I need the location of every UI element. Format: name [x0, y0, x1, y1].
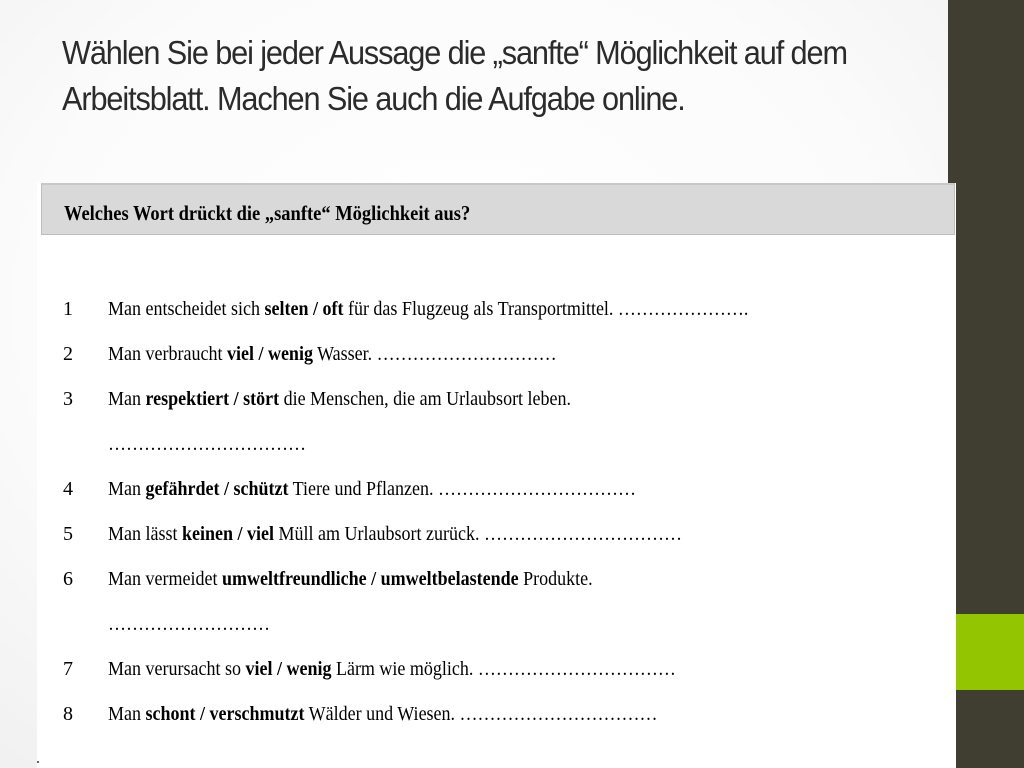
sentence-end: Wälder und Wiesen. ……………………………	[304, 703, 658, 725]
sentence-end: für das Flugzeug als Transportmittel. ………………….	[343, 298, 749, 320]
item-number: 6	[63, 568, 73, 590]
exercise-item-4	[37, 478, 956, 508]
exercise-item-6-continuation	[37, 613, 956, 643]
item-sentence	[108, 298, 748, 321]
item-sentence	[108, 703, 658, 726]
item-sentence	[108, 343, 557, 366]
exercise-item-6	[37, 568, 956, 598]
choice-words: gefährdet / schützt	[145, 478, 289, 500]
exercise-item-2	[37, 343, 956, 373]
item-sentence	[108, 568, 593, 591]
sentence-start: Man	[108, 388, 146, 410]
choice-words: schont / verschmutzt	[145, 703, 305, 725]
choice-words: viel / wenig	[226, 343, 313, 365]
sentence-start: Man	[108, 478, 146, 500]
sentence-end: die Menschen, die am Urlaubsort leben.	[279, 388, 572, 410]
answer-blank: ………………………	[108, 613, 270, 635]
choice-words: selten / oft	[264, 298, 344, 320]
choice-words: umweltfreundliche / umweltbelastende	[221, 568, 519, 590]
green-accent-block	[955, 614, 1024, 690]
exercise-item-8	[37, 703, 956, 733]
sentence-start: Man verursacht so	[108, 658, 246, 680]
sentence-start: Man vermeidet	[108, 568, 222, 590]
exercise-item-7	[37, 658, 956, 688]
item-number: 5	[63, 523, 73, 545]
item-number: 8	[63, 703, 73, 725]
sentence-start: Man	[108, 703, 146, 725]
worksheet-question: Welches Wort drückt die „sanfte“ Möglichkeit aus?	[64, 201, 471, 225]
sentence-end: Produkte.	[518, 568, 593, 590]
item-sentence	[108, 523, 682, 546]
choice-words: respektiert / stört	[145, 388, 280, 410]
sentence-start: Man lässt	[108, 523, 182, 545]
sentence-end: Tiere und Pflanzen. ……………………………	[288, 478, 636, 500]
item-number: 1	[63, 298, 73, 320]
sentence-end: Lärm wie möglich. ……………………………	[331, 658, 676, 680]
sentence-start: Man verbraucht	[108, 343, 227, 365]
choice-words: viel / wenig	[245, 658, 332, 680]
sentence-end: Müll am Urlaubsort zurück. ……………………………	[274, 523, 682, 545]
stray-dot	[37, 761, 39, 763]
sentence-end: Wasser. …………………………	[312, 343, 557, 365]
answer-blank: ……………………………	[108, 433, 306, 455]
item-number: 2	[63, 343, 73, 365]
worksheet-image	[37, 183, 956, 768]
worksheet-header	[41, 183, 955, 235]
item-sentence	[108, 478, 636, 501]
slide-title: Wählen Sie bei jeder Aussage die „sanfte“ Möglichkeit auf dem Arbeitsblatt. Machen Sie auch die Aufgabe online.	[62, 34, 847, 117]
exercise-item-3-continuation	[37, 433, 956, 463]
item-number: 4	[63, 478, 73, 500]
exercise-item-1	[37, 298, 956, 328]
item-sentence	[108, 658, 676, 681]
choice-words: keinen / viel	[181, 523, 275, 545]
exercise-item-3	[37, 388, 956, 418]
exercise-item-5	[37, 523, 956, 553]
sentence-start: Man entscheidet sich	[108, 298, 265, 320]
item-number: 7	[63, 658, 73, 680]
item-number: 3	[63, 388, 73, 410]
item-sentence	[108, 388, 571, 411]
